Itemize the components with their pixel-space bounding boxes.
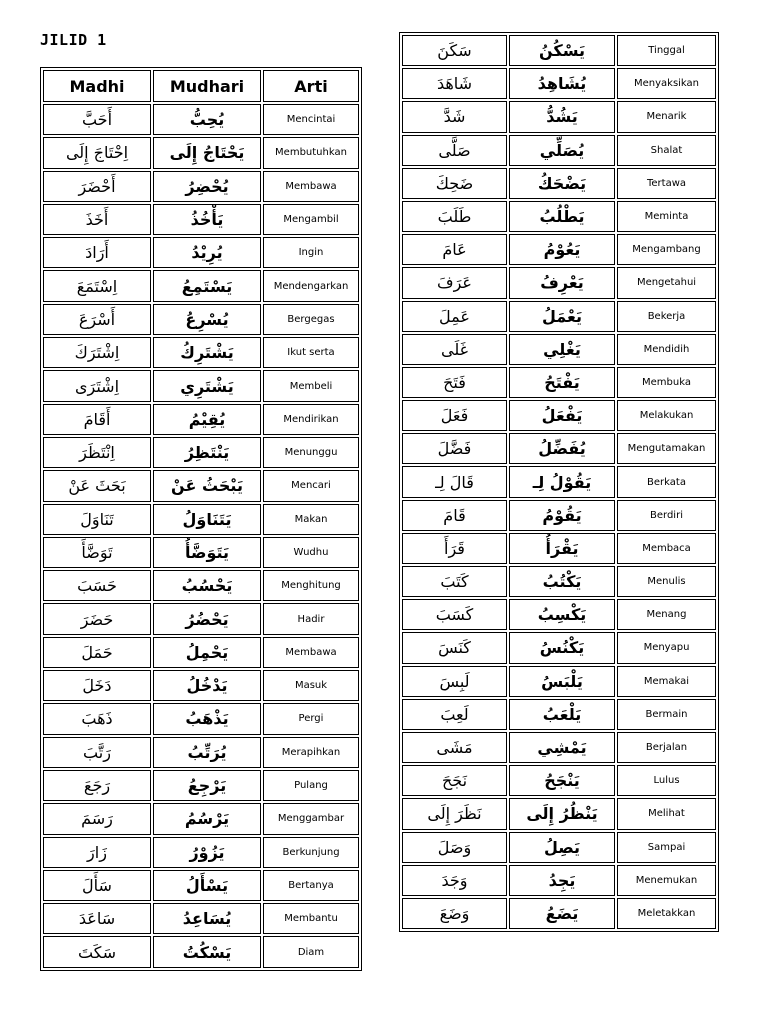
madhi-cell: ذَهَبَ (43, 703, 151, 734)
arti-cell: Berjalan (617, 732, 716, 763)
table-row (43, 304, 359, 335)
madhi-cell: ضَحِكَ (402, 168, 507, 199)
mudhari-cell: يُرَتِّبُ (153, 737, 261, 768)
arti-cell: Wudhu (263, 537, 359, 568)
mudhari-cell: يَقُوْلُ لِـ (509, 466, 615, 497)
arti-cell: Melihat (617, 798, 716, 829)
arti-cell: Membeli (263, 370, 359, 401)
table-row (43, 903, 359, 934)
page-title: JILID 1 (40, 31, 107, 49)
mudhari-cell: يَكْنُسُ (509, 632, 615, 663)
table-row (402, 798, 716, 829)
madhi-cell: قَامَ (402, 500, 507, 531)
left-table-body (43, 104, 359, 968)
madhi-cell: اِشْتَرَى (43, 370, 151, 401)
mudhari-cell: يَعْمَلُ (509, 301, 615, 332)
mudhari-cell: يَقْرَأُ (509, 533, 615, 564)
mudhari-cell: يَشُدُّ (509, 101, 615, 132)
table-row (43, 370, 359, 401)
table-row (402, 367, 716, 398)
table-row (43, 171, 359, 202)
mudhari-cell: يَلْعَبُ (509, 699, 615, 730)
table-row (43, 637, 359, 668)
arti-cell: Sampai (617, 832, 716, 863)
madhi-cell: أَرَادَ (43, 237, 151, 268)
header-arti: Arti (263, 70, 359, 102)
table-row (43, 237, 359, 268)
mudhari-cell: يُسْرِعُ (153, 304, 261, 335)
table-row (43, 404, 359, 435)
table-row (402, 135, 716, 166)
table-row (402, 201, 716, 232)
arti-cell: Menarik (617, 101, 716, 132)
mudhari-cell: يَعُوْمُ (509, 234, 615, 265)
arti-cell: Masuk (263, 670, 359, 701)
arti-cell: Menemukan (617, 865, 716, 896)
arti-cell: Ingin (263, 237, 359, 268)
mudhari-cell: يَكْتُبُ (509, 566, 615, 597)
arti-cell: Mencintai (263, 104, 359, 135)
madhi-cell: لَعِبَ (402, 699, 507, 730)
madhi-cell: بَحَثَ عَنْ (43, 470, 151, 501)
mudhari-cell: يَرْجِعُ (153, 770, 261, 801)
mudhari-cell: يَأْخُذُ (153, 204, 261, 235)
table-row (43, 603, 359, 634)
table-row (43, 204, 359, 235)
mudhari-cell: يَمْشِي (509, 732, 615, 763)
mudhari-cell: يَزُوْرُ (153, 837, 261, 868)
arti-cell: Mencari (263, 470, 359, 501)
table-row (402, 566, 716, 597)
madhi-cell: كَتَبَ (402, 566, 507, 597)
table-row (402, 599, 716, 630)
table-row (43, 470, 359, 501)
mudhari-cell: يَفْعَلُ (509, 400, 615, 431)
mudhari-cell: يَسْتَمِعُ (153, 270, 261, 301)
table-row (43, 337, 359, 368)
mudhari-cell: يَبْحَثُ عَنْ (153, 470, 261, 501)
table-row (402, 267, 716, 298)
mudhari-cell: يَحْضُرُ (153, 603, 261, 634)
table-row (43, 936, 359, 967)
table-row (402, 301, 716, 332)
verb-table-right (399, 32, 719, 932)
arti-cell: Berkata (617, 466, 716, 497)
mudhari-cell: يَجِدُ (509, 865, 615, 896)
table-row (402, 666, 716, 697)
table-row (402, 334, 716, 365)
madhi-cell: مَشَى (402, 732, 507, 763)
arti-cell: Menghitung (263, 570, 359, 601)
table-row (43, 670, 359, 701)
table-row (43, 870, 359, 901)
mudhari-cell: يَضَعُ (509, 898, 615, 929)
table-row (402, 168, 716, 199)
madhi-cell: حَسَبَ (43, 570, 151, 601)
mudhari-cell: يَنْظُرُ إِلَى (509, 798, 615, 829)
table-row (43, 504, 359, 535)
table-row (402, 101, 716, 132)
madhi-cell: كَسَبَ (402, 599, 507, 630)
header-madhi: Madhi (43, 70, 151, 102)
madhi-cell: سَكَتَ (43, 936, 151, 967)
madhi-cell: دَخَلَ (43, 670, 151, 701)
arti-cell: Bertanya (263, 870, 359, 901)
arti-cell: Shalat (617, 135, 716, 166)
madhi-cell: كَنَسَ (402, 632, 507, 663)
table-row (43, 737, 359, 768)
arti-cell: Tinggal (617, 35, 716, 66)
mudhari-cell: يَرْسُمُ (153, 803, 261, 834)
table-row (43, 703, 359, 734)
arti-cell: Menang (617, 599, 716, 630)
arti-cell: Mengutamakan (617, 433, 716, 464)
mudhari-cell: يَضْحَكُ (509, 168, 615, 199)
arti-cell: Berdiri (617, 500, 716, 531)
madhi-cell: وَضَعَ (402, 898, 507, 929)
table-row (43, 803, 359, 834)
arti-cell: Memakai (617, 666, 716, 697)
arti-cell: Berkunjung (263, 837, 359, 868)
madhi-cell: حَمَلَ (43, 637, 151, 668)
arti-cell: Menulis (617, 566, 716, 597)
madhi-cell: سَأَلَ (43, 870, 151, 901)
arti-cell: Makan (263, 504, 359, 535)
mudhari-cell: يَفْتَحُ (509, 367, 615, 398)
arti-cell: Diam (263, 936, 359, 967)
mudhari-cell: يَعْرِفُ (509, 267, 615, 298)
madhi-cell: زَارَ (43, 837, 151, 868)
mudhari-cell: يَغْلِي (509, 334, 615, 365)
mudhari-cell: يَطْلُبُ (509, 201, 615, 232)
madhi-cell: رَجَعَ (43, 770, 151, 801)
mudhari-cell: يَشْتَرِكُ (153, 337, 261, 368)
mudhari-cell: يَسْكُتُ (153, 936, 261, 967)
arti-cell: Lulus (617, 765, 716, 796)
madhi-cell: عَمِلَ (402, 301, 507, 332)
mudhari-cell: يُحِبُّ (153, 104, 261, 135)
table-row (43, 770, 359, 801)
arti-cell: Ikut serta (263, 337, 359, 368)
arti-cell: Menunggu (263, 437, 359, 468)
arti-cell: Meletakkan (617, 898, 716, 929)
arti-cell: Membawa (263, 637, 359, 668)
table-row (402, 500, 716, 531)
table-row (402, 898, 716, 929)
arti-cell: Bergegas (263, 304, 359, 335)
madhi-cell: أَخَذَ (43, 204, 151, 235)
mudhari-cell: يَشْتَرِي (153, 370, 261, 401)
arti-cell: Bermain (617, 699, 716, 730)
madhi-cell: نَظَرَ إِلَى (402, 798, 507, 829)
right-table-body (402, 35, 716, 929)
arti-cell: Membantu (263, 903, 359, 934)
table-row (43, 437, 359, 468)
mudhari-cell: يُقِيْمُ (153, 404, 261, 435)
madhi-cell: سَكَنَ (402, 35, 507, 66)
table-row (402, 832, 716, 863)
mudhari-cell: يَنْتَظِرُ (153, 437, 261, 468)
arti-cell: Tertawa (617, 168, 716, 199)
mudhari-cell: يَدْخُلُ (153, 670, 261, 701)
arti-cell: Mengambil (263, 204, 359, 235)
mudhari-cell: يَذْهَبُ (153, 703, 261, 734)
madhi-cell: شَاهَدَ (402, 68, 507, 99)
madhi-cell: تَوَضَّأَ (43, 537, 151, 568)
table-row (43, 137, 359, 168)
table-row (43, 537, 359, 568)
table-row (43, 104, 359, 135)
arti-cell: Hadir (263, 603, 359, 634)
madhi-cell: طَلَبَ (402, 201, 507, 232)
arti-cell: Mendengarkan (263, 270, 359, 301)
table-row (402, 433, 716, 464)
table-row (402, 533, 716, 564)
arti-cell: Membuka (617, 367, 716, 398)
mudhari-cell: يَصِلُ (509, 832, 615, 863)
header-mudhari: Mudhari (153, 70, 261, 102)
mudhari-cell: يُفَضِّلُ (509, 433, 615, 464)
madhi-cell: سَاعَدَ (43, 903, 151, 934)
mudhari-cell: يَقُوْمُ (509, 500, 615, 531)
mudhari-cell: يَسْأَلُ (153, 870, 261, 901)
table-row (402, 35, 716, 66)
mudhari-cell: يُحْضِرُ (153, 171, 261, 202)
mudhari-cell: يَحْمِلُ (153, 637, 261, 668)
mudhari-cell: يَنْجَحُ (509, 765, 615, 796)
arti-cell: Melakukan (617, 400, 716, 431)
mudhari-cell: يُرِيْدُ (153, 237, 261, 268)
table-row (402, 699, 716, 730)
table-row (402, 234, 716, 265)
madhi-cell: شَدَّ (402, 101, 507, 132)
header-row (43, 70, 359, 102)
madhi-cell: وَصَلَ (402, 832, 507, 863)
table-row (402, 632, 716, 663)
madhi-cell: قَرَأَ (402, 533, 507, 564)
arti-cell: Menggambar (263, 803, 359, 834)
madhi-cell: حَضَرَ (43, 603, 151, 634)
arti-cell: Mengambang (617, 234, 716, 265)
mudhari-cell: يَلْبَسُ (509, 666, 615, 697)
arti-cell: Membawa (263, 171, 359, 202)
madhi-cell: رَسَمَ (43, 803, 151, 834)
table-row (402, 466, 716, 497)
madhi-cell: اِسْتَمَعَ (43, 270, 151, 301)
mudhari-cell: يَكْسِبُ (509, 599, 615, 630)
arti-cell: Membutuhkan (263, 137, 359, 168)
table-row (402, 865, 716, 896)
table-row (402, 732, 716, 763)
mudhari-cell: يُسَاعِدُ (153, 903, 261, 934)
madhi-cell: تَنَاوَلَ (43, 504, 151, 535)
arti-cell: Mengetahui (617, 267, 716, 298)
madhi-cell: فَعَلَ (402, 400, 507, 431)
madhi-cell: فَتَحَ (402, 367, 507, 398)
madhi-cell: رَتَّبَ (43, 737, 151, 768)
madhi-cell: اِحْتَاجَ إِلَى (43, 137, 151, 168)
madhi-cell: قَالَ لِـ (402, 466, 507, 497)
madhi-cell: لَبِسَ (402, 666, 507, 697)
madhi-cell: عَامَ (402, 234, 507, 265)
madhi-cell: أَحْضَرَ (43, 171, 151, 202)
mudhari-cell: يَتَنَاوَلُ (153, 504, 261, 535)
mudhari-cell: يَحْسُبُ (153, 570, 261, 601)
arti-cell: Membaca (617, 533, 716, 564)
mudhari-cell: يَسْكُنُ (509, 35, 615, 66)
madhi-cell: أَقَامَ (43, 404, 151, 435)
mudhari-cell: يُصَلِّي (509, 135, 615, 166)
madhi-cell: أَسْرَعَ (43, 304, 151, 335)
mudhari-cell: يُشَاهِدُ (509, 68, 615, 99)
madhi-cell: فَضَّلَ (402, 433, 507, 464)
madhi-cell: صَلَّى (402, 135, 507, 166)
madhi-cell: وَجَدَ (402, 865, 507, 896)
arti-cell: Bekerja (617, 301, 716, 332)
madhi-cell: غَلَى (402, 334, 507, 365)
madhi-cell: عَرَفَ (402, 267, 507, 298)
table-row (402, 765, 716, 796)
arti-cell: Mendidih (617, 334, 716, 365)
arti-cell: Meminta (617, 201, 716, 232)
mudhari-cell: يَتَوَضَّأُ (153, 537, 261, 568)
table-row (43, 570, 359, 601)
arti-cell: Menyapu (617, 632, 716, 663)
madhi-cell: اِشْتَرَكَ (43, 337, 151, 368)
verb-table-left (40, 67, 362, 971)
arti-cell: Pulang (263, 770, 359, 801)
madhi-cell: أَحَبَّ (43, 104, 151, 135)
madhi-cell: نَجَحَ (402, 765, 507, 796)
mudhari-cell: يَحْتَاجُ إِلَى (153, 137, 261, 168)
arti-cell: Pergi (263, 703, 359, 734)
table-row (402, 68, 716, 99)
arti-cell: Menyaksikan (617, 68, 716, 99)
arti-cell: Mendirikan (263, 404, 359, 435)
arti-cell: Merapihkan (263, 737, 359, 768)
table-row (43, 270, 359, 301)
madhi-cell: اِنْتَظَرَ (43, 437, 151, 468)
table-row (43, 837, 359, 868)
table-row (402, 400, 716, 431)
